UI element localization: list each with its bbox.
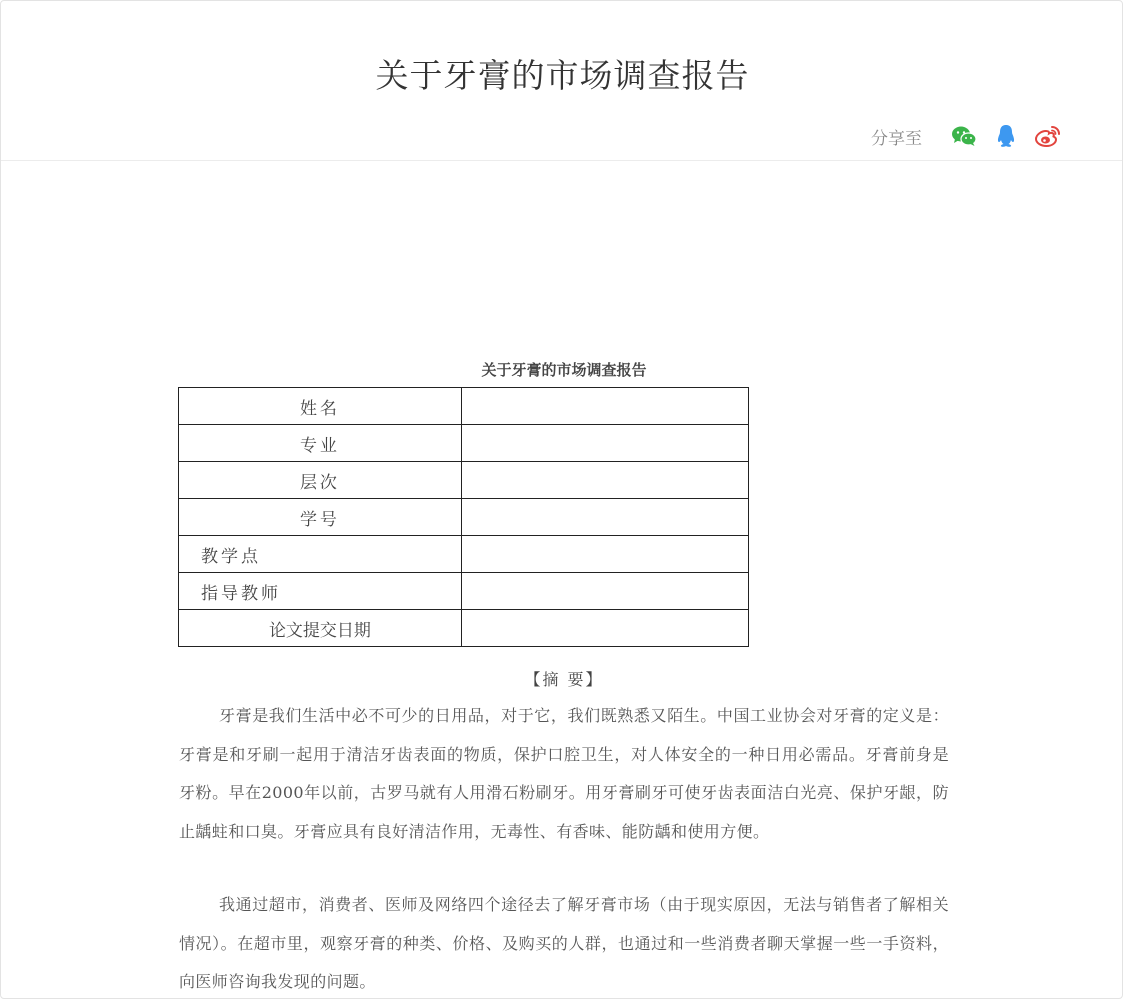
table-row <box>179 610 749 647</box>
info-value-major <box>461 425 748 462</box>
share-weibo-button[interactable] <box>1034 122 1062 150</box>
share-wechat-button[interactable] <box>950 122 978 150</box>
article-header <box>1 1 1123 161</box>
table-row <box>179 388 749 425</box>
info-value-level <box>461 462 748 499</box>
page-title: 关于牙膏的市场调查报告 <box>375 56 750 95</box>
student-info-table <box>178 387 749 647</box>
info-label-level: 层次 <box>179 462 462 499</box>
info-value-submit-date <box>461 610 748 647</box>
weibo-icon <box>1035 125 1061 147</box>
body-paragraph-2: 我通过超市，消费者、医师及网络四个途径去了解牙膏市场（由于现实原因，无法与销售者了解相关情况）。在超市里，观察牙膏的种类、价格、及购买的人群，也通过和一些消费者聊天掌握一些一手资料，向医师咨询我发现的问题。 <box>179 895 949 991</box>
info-label-teaching-site: 教学点 <box>179 536 462 573</box>
table-row <box>179 462 749 499</box>
share-label: 分享至 <box>871 128 922 149</box>
document-title <box>179 359 949 380</box>
info-label-name: 姓名 <box>179 388 462 425</box>
info-label-submit-date: 论文提交日期 <box>179 610 462 647</box>
table-row <box>179 425 749 462</box>
info-label-student-id: 学号 <box>179 499 462 536</box>
info-value-name <box>461 388 748 425</box>
info-value-teaching-site <box>461 536 748 573</box>
info-value-advisor <box>461 573 748 610</box>
share-bar <box>871 121 1062 151</box>
document-title-text: 关于牙膏的市场调查报告 <box>481 361 647 379</box>
info-value-student-id <box>461 499 748 536</box>
info-label-advisor: 指导教师 <box>179 573 462 610</box>
info-label-major: 专业 <box>179 425 462 462</box>
table-row <box>179 536 749 573</box>
table-row <box>179 499 749 536</box>
share-qq-button[interactable] <box>992 122 1020 150</box>
abstract-heading: 【摘 要】 <box>524 670 604 689</box>
wechat-icon <box>951 125 977 147</box>
body-paragraph-1: 牙膏是我们生活中必不可少的日用品，对于它，我们既熟悉又陌生。中国工业协会对牙膏的定义是：牙膏是和牙刷一起用于清洁牙齿表面的物质，保护口腔卫生，对人体安全的一种日用必需品。牙膏前身是牙粉。早在2000年以前，古罗马就有人用滑石粉刷牙。用牙膏刷牙可使牙齿表面洁白光亮、保护牙龈，防止龋蛀和口臭。牙膏应具有良好清洁作用，无毒性、有香味、能防龋和使用方便。 <box>179 706 949 841</box>
qq-icon <box>996 124 1016 148</box>
table-row <box>179 573 749 610</box>
